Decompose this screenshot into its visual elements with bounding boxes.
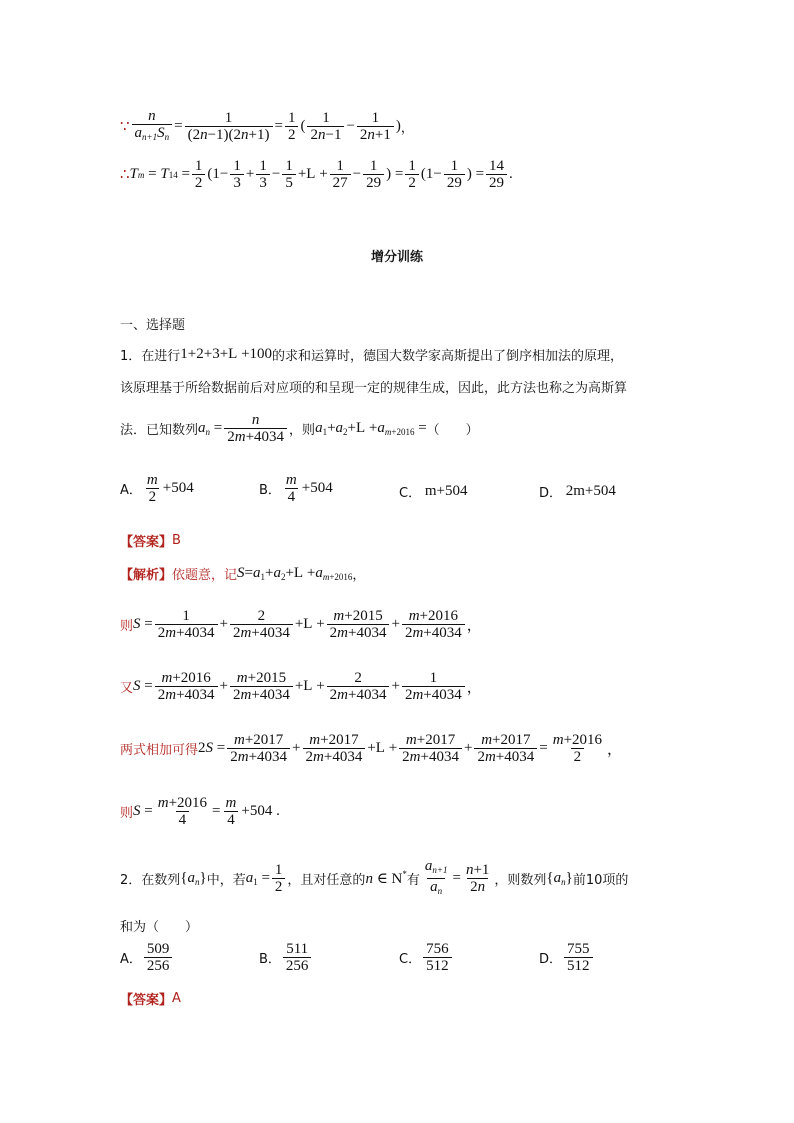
q1-step-then-s: 则 S = $\frac{1}{2m+4034}$ + $\frac{2}{2m+4034}$ +L + $\frac{m+2015}{2m+4034}$ + $\frac{m+2016}{2m+4034}$ ， (120, 608, 482, 641)
q2-option-a[interactable]: A． $\frac{509}{256}$ (120, 941, 174, 974)
q1-step-result: 则 S = $\frac{m+2016}{4}$ = $\frac{m}{4}$ +504 . (120, 795, 280, 828)
q1-line3: 法．已知数列 $a_n$ = $\frac{n}{2m+4034}$ ，则 $a_1+a_2+L +a_{m+2016}$ = （ ） (120, 412, 479, 445)
q1-step-again-s: 又 S = $\frac{m+2016}{2m+4034}$ + $\frac{m+2015}{2m+4034}$ +L + $\frac{2}{2m+4034}$ + $\frac{1}{2m+4034}$ ， (120, 670, 482, 703)
since-symbol: ∵ (120, 119, 130, 135)
q2-line2: 和为（ ） (120, 920, 199, 935)
q1-line1: 1．在进行 1+2+3+L +100 的求和运算时，德国大数学家高斯提出了倒序相加法的原理， (120, 346, 624, 364)
q1-line2: 该原理基于所给数据前后对应项的和呈现一定的规律生成，因此，此方法也称之为高斯算 (120, 381, 628, 396)
q1-option-c[interactable]: C． m+504 (399, 483, 468, 501)
equation-therefore: ∴ T m = T 14 = $\frac{1}{2}$ (1− $\frac{1}{3}$ + $\frac{1}{3}$ − $\frac{1}{5}$ +L + $\frac{1}{27}$ − $\frac{1}{29}$ ) = $\frac{1}{2}$ (1− $\frac{1}{29}$ ) = $\frac{14}{29}$ . (120, 158, 513, 191)
therefore-symbol: ∴ (120, 167, 130, 183)
q1-option-b[interactable]: B． $\frac{m}{4}$ +504 (259, 472, 333, 505)
section-title: 增分训练 (370, 250, 423, 265)
section-heading: 一、选择题 (120, 318, 186, 333)
q1-analysis: 【解析】 依题意，记 $S=a_1+a_2+L +a_{m+2016}$ ， (120, 565, 366, 583)
q1-step-add: 两式相加可得 2 S = $\frac{m+2017}{2m+4034}$ + $\frac{m+2017}{2m+4034}$ +L + $\frac{m+2017}{2m+4034}$ + $\frac{m+2017}{2m+4034}$ = $\frac{m+2016}{2}$ ， (120, 732, 623, 765)
q1-answer: 【答案】 B (120, 533, 181, 550)
q1-option-a[interactable]: A． $\frac{m}{2}$ +504 (120, 472, 194, 505)
q2-option-d[interactable]: D． $\frac{755}{512}$ (539, 941, 595, 974)
q1-option-d[interactable]: D． 2m+504 (539, 483, 616, 501)
equation-since: ∵ $\frac{n}{a_{n+1}S_n}$ = $\frac{1}{(2n-1)(2n+1)}$ = $\frac{1}{2}$ ( $\frac{1}{2n-1}$ − $\frac{1}{2n+1}$ ) ， (120, 108, 414, 143)
q2-option-c[interactable]: C． $\frac{756}{512}$ (399, 941, 454, 974)
q2-option-b[interactable]: B． $\frac{511}{256}$ (259, 941, 313, 974)
q2-line1: 2．在数列 $\{a_n\}$ 中，若 $a_1$ = $\frac{1}{2}$ ，且对任意的 n ∈ N* 有 $\frac{a_{n+1}}{a_n}$ = $\frac{n+1}{2n}$ ，则数列 $\{a_n\}$ 前10项的 (120, 858, 628, 899)
q2-answer: 【答案】 A (120, 991, 181, 1008)
